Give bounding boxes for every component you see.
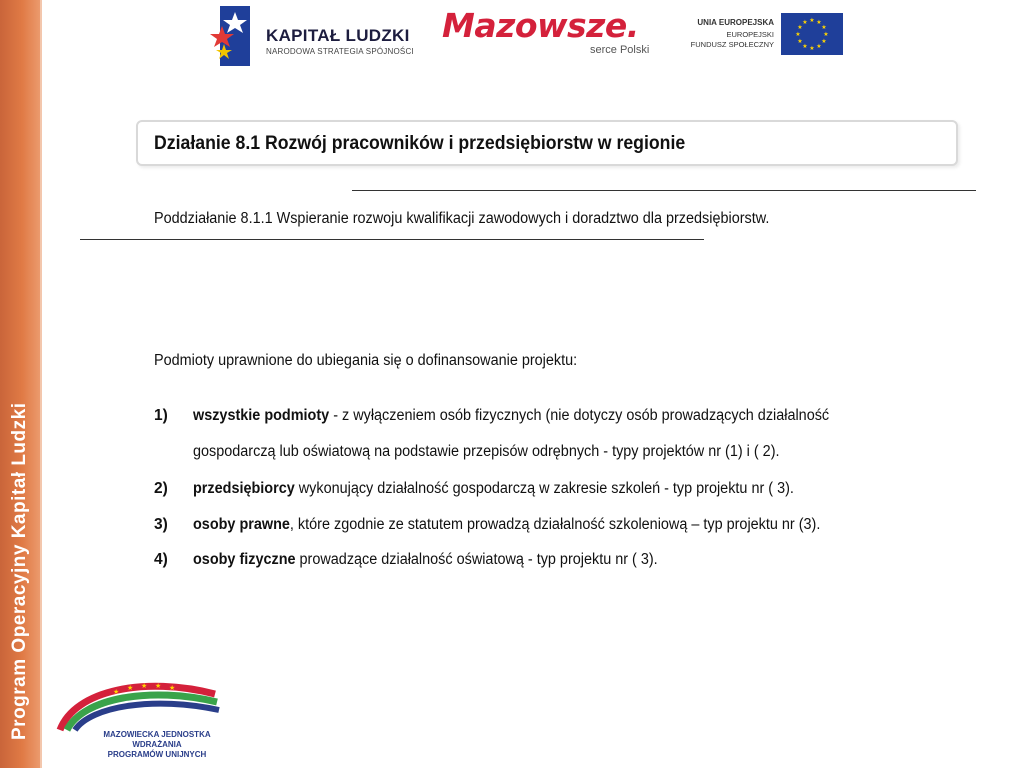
list-number: 3) [154, 516, 168, 533]
eu-line2: EUROPEJSKI [726, 30, 774, 39]
eu-flag-icon [781, 13, 843, 55]
list-bold: wszystkie podmioty [193, 407, 330, 424]
sidebar-edge [40, 0, 42, 768]
list-text [193, 551, 937, 569]
svg-text:★: ★ [821, 38, 827, 45]
list-rest: wykonujący działalność gospodarczą w zakresie szkoleń - typ projektu nr ( 3). [294, 480, 794, 497]
intro-text: Podmioty uprawnione do ubiegania się o dofinansowanie projektu: [154, 352, 578, 369]
svg-text:★: ★ [797, 38, 803, 45]
list-text [193, 516, 937, 534]
svg-text:★: ★ [809, 17, 815, 24]
svg-text:★: ★ [127, 684, 134, 692]
svg-text:★: ★ [155, 682, 162, 690]
svg-text:★: ★ [141, 682, 148, 690]
svg-text:★: ★ [795, 31, 801, 38]
list-text [193, 480, 937, 498]
divider-bottom [80, 239, 704, 240]
mazowsze-tagline: serce Polski [590, 44, 650, 56]
mjwpu-logo [55, 672, 245, 764]
mjwpu-line3: PROGRAMÓW UNIJNYCH [107, 750, 207, 759]
sidebar-band [0, 0, 40, 768]
mazowsze-logo [440, 6, 670, 62]
kapital-ludzki-subtitle: NARODOWA STRATEGIA SPÓJNOŚCI [266, 47, 414, 56]
list-rest: prowadzące działalność oświatową - typ projektu nr ( 3). [295, 551, 658, 568]
list-bold: osoby prawne [193, 516, 290, 533]
mazowsze-wordmark: Mazowsze. [442, 6, 639, 45]
svg-text:★: ★ [823, 31, 829, 38]
svg-text:★: ★ [821, 24, 827, 31]
kapital-ludzki-title: KAPITAŁ LUDZKI [266, 26, 410, 45]
svg-text:★: ★ [802, 19, 808, 26]
kapital-ludzki-logo [210, 4, 430, 68]
eu-logo [688, 12, 848, 60]
mjwpu-arc-icon [55, 672, 245, 732]
divider-top [352, 190, 976, 191]
svg-text:★: ★ [169, 684, 176, 692]
svg-text:★: ★ [809, 45, 815, 52]
list-rest: , które zgodnie ze statutem prowadzą działalność szkoleniową – typ projektu nr (3). [289, 516, 821, 533]
mjwpu-line2: WDRAŻANIA [132, 740, 182, 749]
list-number: 1) [154, 407, 168, 424]
svg-text:★: ★ [113, 688, 120, 696]
kapital-ludzki-emblem-icon [210, 4, 256, 68]
list-bold: przedsiębiorcy [193, 480, 295, 497]
list-continuation: gospodarczą lub oświatową na podstawie przepisów odrębnych - typy projektów nr (1) i ( 2). [193, 443, 780, 460]
list-number: 2) [154, 480, 168, 497]
svg-text:★: ★ [802, 43, 808, 50]
page-title: Działanie 8.1 Rozwój pracowników i przedsiębiorstw w regionie [154, 133, 686, 154]
list-text [193, 407, 937, 425]
list-rest: - z wyłączeniem osób fizycznych (nie dotyczy osób prowadzących działalność [329, 407, 830, 424]
svg-text:★: ★ [816, 19, 822, 26]
list-number: 4) [154, 551, 168, 568]
svg-text:★: ★ [797, 24, 803, 31]
eu-line1: UNIA EUROPEJSKA [697, 18, 774, 27]
list-bold: osoby fizyczne [193, 551, 296, 568]
sidebar-program-label: Program Operacyjny Kapitał Ludzki [9, 402, 30, 740]
eu-line3: FUNDUSZ SPOŁECZNY [690, 40, 774, 49]
subsection-title: Poddziałanie 8.1.1 Wspieranie rozwoju kwalifikacji zawodowych i doradztwo dla przedsiębiorstw. [154, 210, 770, 227]
svg-text:★: ★ [816, 43, 822, 50]
title-box [136, 120, 958, 166]
mjwpu-line1: MAZOWIECKA JEDNOSTKA [103, 730, 211, 739]
